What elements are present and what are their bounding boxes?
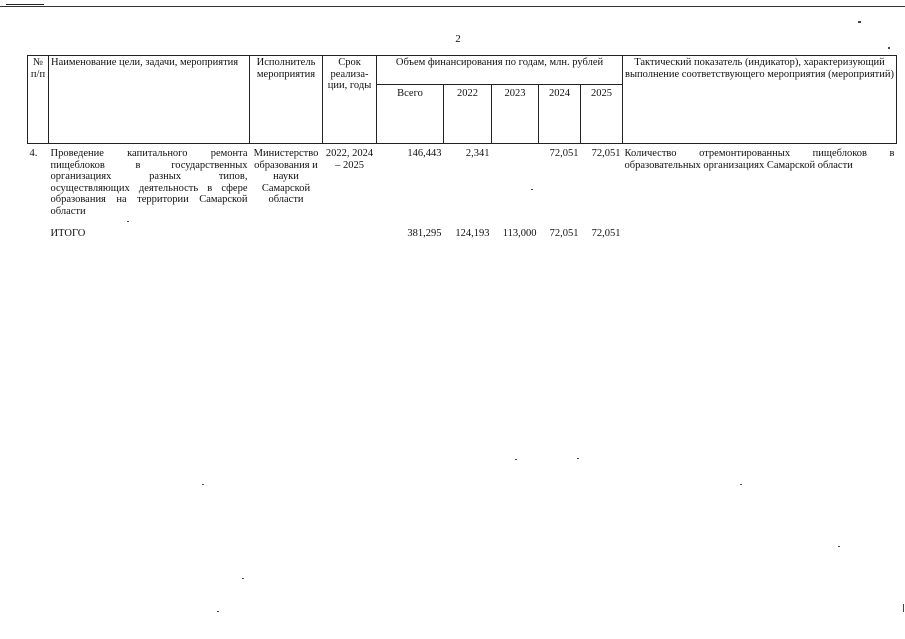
header-year-2022: 2022 bbox=[444, 85, 492, 144]
page-number: 2 bbox=[455, 33, 461, 45]
totals-row bbox=[28, 227, 897, 240]
scan-speck bbox=[858, 21, 861, 23]
table-spacer bbox=[28, 217, 897, 227]
row-name: Проведение капитального ремонта пищеблоков в государственных организациях разных типов, осуществляющих деятельность в сфере образования на территории Самарской области bbox=[50, 148, 248, 217]
scan-speck bbox=[515, 459, 517, 460]
scan-speck bbox=[217, 611, 219, 612]
header-year-2023: 2023 bbox=[492, 85, 539, 144]
row-indicator: Количество отремонтированных пищеблоков в образовательных организациях Самарской области bbox=[624, 148, 895, 171]
scan-speck bbox=[202, 484, 204, 485]
totals-label: ИТОГО bbox=[50, 228, 86, 239]
funding-table bbox=[27, 55, 897, 240]
totals-total: 381,295 bbox=[407, 228, 442, 239]
row-term: 2022, 2024 – 2025 bbox=[325, 148, 374, 171]
top-edge-line bbox=[0, 6, 905, 7]
totals-year-2024: 72,051 bbox=[549, 228, 579, 239]
header-year-2024: 2024 bbox=[539, 85, 581, 144]
table-header-row bbox=[28, 56, 897, 85]
header-num: № п/п bbox=[28, 56, 49, 144]
header-year-2025: 2025 bbox=[581, 85, 623, 144]
scan-speck bbox=[577, 458, 579, 459]
header-executor: Исполнитель мероприятия bbox=[250, 56, 323, 144]
totals-year-2022: 124,193 bbox=[455, 228, 490, 239]
totals-year-2025: 72,051 bbox=[591, 228, 621, 239]
scan-speck bbox=[127, 221, 129, 222]
row-year-2023 bbox=[492, 144, 539, 218]
scan-speck bbox=[903, 604, 904, 612]
scan-speck bbox=[531, 189, 533, 190]
row-year-2025: 72,051 bbox=[591, 148, 621, 159]
row-num: 4. bbox=[29, 148, 38, 159]
table-row bbox=[28, 144, 897, 218]
scan-speck bbox=[242, 578, 244, 579]
top-edge-mark bbox=[6, 4, 44, 5]
header-name: Наименование цели, задачи, мероприятия bbox=[49, 56, 250, 144]
row-total: 146,443 bbox=[407, 148, 442, 159]
totals-year-2023: 113,000 bbox=[502, 228, 537, 239]
header-total: Всего bbox=[377, 85, 444, 144]
scan-speck bbox=[740, 484, 742, 485]
header-term: Срок реализа-ции, годы bbox=[323, 56, 377, 144]
header-indicator: Тактический показатель (индикатор), характеризующий выполнение соответствующего мероприятия (мероприятий) bbox=[623, 56, 897, 144]
scan-speck bbox=[838, 546, 840, 547]
row-year-2022: 2,341 bbox=[465, 148, 490, 159]
scan-speck bbox=[888, 47, 890, 49]
row-year-2024: 72,051 bbox=[549, 148, 579, 159]
header-funding: Объем финансирования по годам, млн. рублей bbox=[377, 56, 623, 85]
row-executor: Министерство образования и науки Самарской области bbox=[253, 148, 319, 205]
